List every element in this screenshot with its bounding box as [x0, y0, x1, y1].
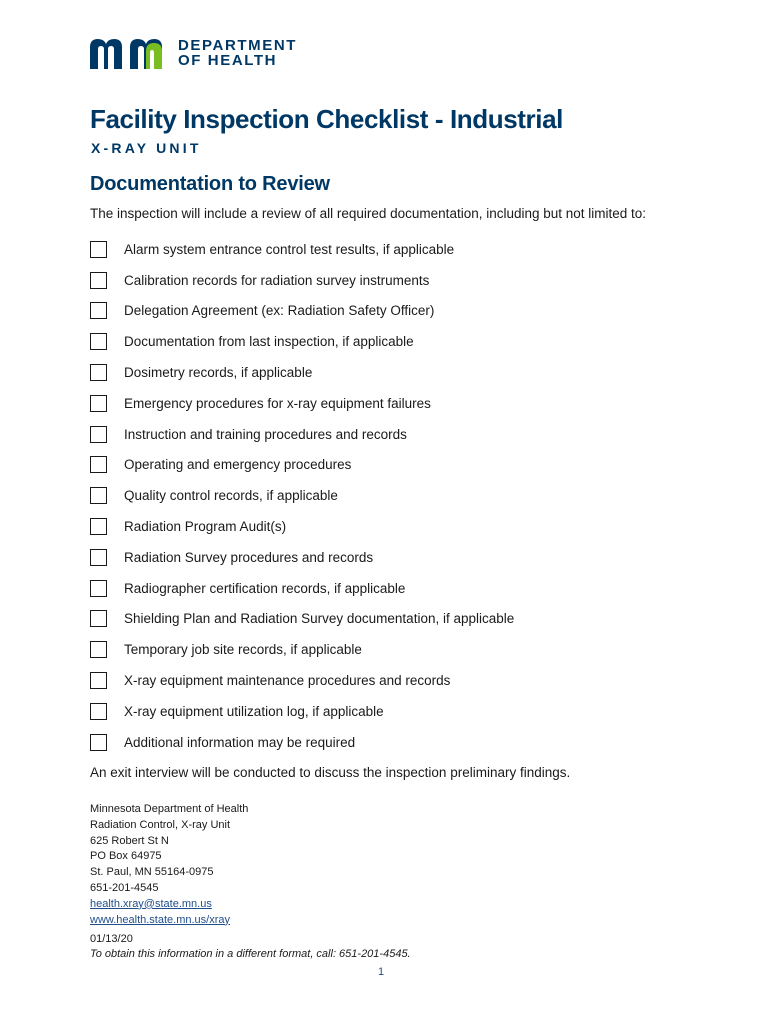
checkbox[interactable] [90, 549, 107, 566]
checklist-label: Additional information may be required [124, 734, 356, 750]
checklist-label: Temporary job site records, if applicable [124, 642, 362, 658]
contact-org: Minnesota Department of Health [90, 803, 249, 815]
checklist-label: Radiographer certification records, if applicable [124, 580, 406, 596]
page-title: Facility Inspection Checklist - Industrial [90, 104, 563, 134]
checklist-item [90, 419, 730, 450]
checklist-label: Radiation Program Audit(s) [124, 519, 287, 535]
checklist-item [90, 480, 730, 511]
checkbox[interactable] [90, 580, 107, 597]
checkbox[interactable] [90, 487, 107, 504]
checkbox[interactable] [90, 395, 107, 412]
contact-city: St. Paul, MN 55164-0975 [90, 866, 214, 879]
checklist-item [90, 511, 730, 542]
checklist-item [90, 265, 730, 296]
checkbox[interactable] [90, 610, 107, 627]
checklist-label: Operating and emergency procedures [124, 457, 352, 473]
checklist-item [90, 450, 730, 481]
checklist-label: Quality control records, if applicable [124, 488, 338, 504]
checkbox[interactable] [90, 672, 107, 689]
contact-unit: Radiation Control, X-ray Unit [90, 818, 231, 831]
checklist-label: Shielding Plan and Radiation Survey documentation, if applicable [124, 611, 515, 627]
checkbox[interactable] [90, 333, 107, 350]
checklist-item [90, 634, 730, 665]
checkbox[interactable] [90, 241, 107, 258]
alt-format-note: To obtain this information in a different format, call: 651-201-4545. [90, 948, 411, 960]
intro-text: The inspection will include a review of all required documentation, including but not limited to: [90, 206, 647, 221]
mn-logo-icon [90, 37, 166, 69]
checklist-item [90, 296, 730, 327]
checklist-label: Documentation from last inspection, if applicable [124, 334, 414, 350]
checkbox[interactable] [90, 272, 107, 289]
checkbox[interactable] [90, 703, 107, 720]
checklist-item [90, 388, 730, 419]
checklist-item [90, 357, 730, 388]
section-heading: Documentation to Review [90, 173, 330, 195]
checklist-item [90, 696, 730, 727]
checklist-item [90, 542, 730, 573]
checkbox[interactable] [90, 302, 107, 319]
page-subtitle: X-RAY UNIT [91, 140, 202, 156]
checklist-item [90, 234, 730, 265]
checklist-label: Dosimetry records, if applicable [124, 365, 313, 381]
org-line-2: OF HEALTH [178, 52, 278, 69]
mdh-logo [90, 36, 297, 70]
revision-date: 01/13/20 [90, 933, 133, 945]
checklist-item [90, 727, 730, 758]
checklist-label: X-ray equipment maintenance procedures and records [124, 673, 451, 689]
checklist-label: Calibration records for radiation survey instruments [124, 272, 430, 288]
contact-block [90, 802, 248, 928]
exit-interview-note: An exit interview will be conducted to discuss the inspection preliminary findings. [90, 765, 571, 780]
checklist-label: Delegation Agreement (ex: Radiation Safety Officer) [124, 303, 435, 319]
checklist-item [90, 604, 730, 635]
contact-email-link[interactable]: health.xray@state.mn.us [90, 897, 212, 910]
contact-website-link[interactable]: www.health.state.mn.us/xray [90, 913, 231, 926]
checklist-label: X-ray equipment utilization log, if applicable [124, 703, 384, 719]
checklist-item [90, 326, 730, 357]
contact-phone: 651-201-4545 [90, 881, 159, 894]
checklist-label: Instruction and training procedures and records [124, 426, 407, 442]
checklist-item [90, 665, 730, 696]
checkbox[interactable] [90, 734, 107, 751]
checklist-item [90, 573, 730, 604]
page-number: 1 [378, 966, 385, 978]
org-line-1: DEPARTMENT [178, 37, 298, 54]
documentation-checklist [90, 234, 730, 758]
contact-po-box: PO Box 64975 [90, 850, 162, 863]
checkbox[interactable] [90, 426, 107, 443]
checkbox[interactable] [90, 641, 107, 658]
org-name [178, 38, 297, 68]
contact-street: 625 Robert St N [90, 834, 169, 847]
checklist-label: Emergency procedures for x-ray equipment failures [124, 395, 431, 411]
checklist-label: Alarm system entrance control test results, if applicable [124, 241, 455, 257]
checkbox[interactable] [90, 456, 107, 473]
checkbox[interactable] [90, 364, 107, 381]
checkbox[interactable] [90, 518, 107, 535]
checklist-label: Radiation Survey procedures and records [124, 549, 374, 565]
